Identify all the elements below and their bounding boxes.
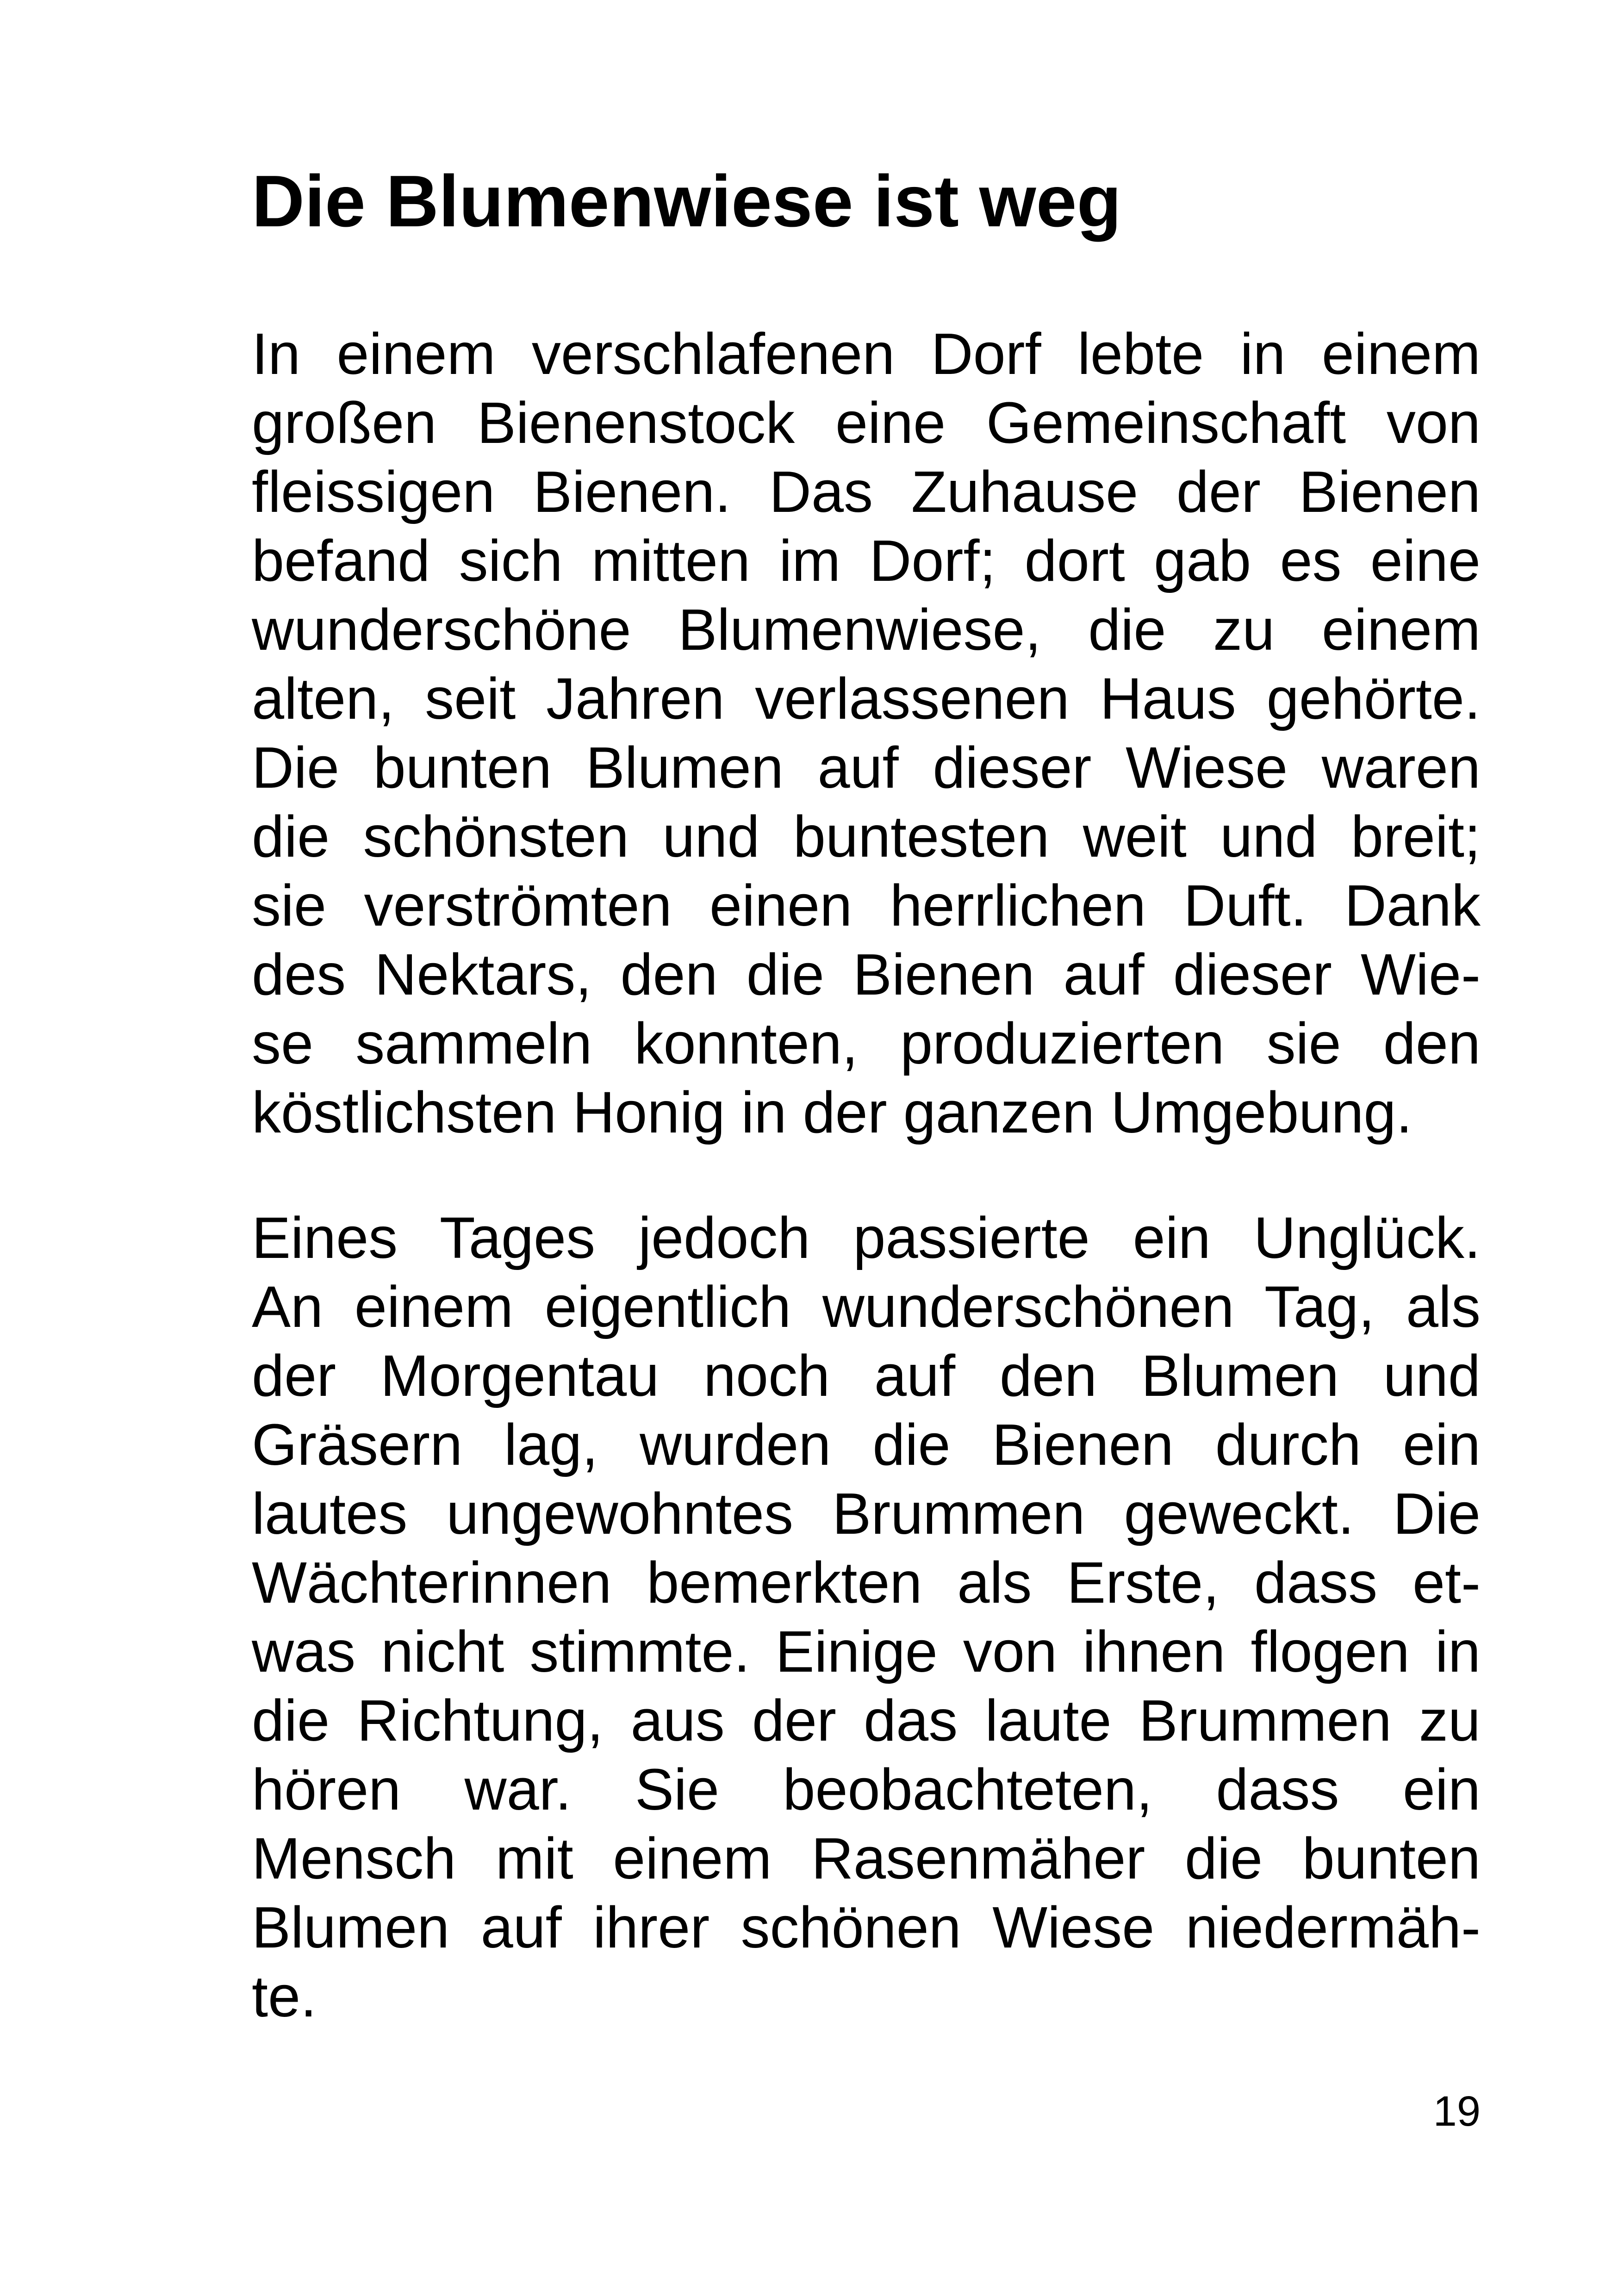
text-line: se sammeln konnten, produzierten sie den [252, 1011, 1481, 1076]
text-line: Wächterinnen bemerkten als Erste, dass et- [252, 1550, 1481, 1615]
text-line: was nicht stimmte. Einige von ihnen flogen in [252, 1619, 1481, 1684]
paragraph [252, 319, 1481, 1147]
text-line: die schönsten und buntesten weit und breit; [252, 804, 1481, 869]
text-line: sie verströmten einen herrlichen Duft. Dank [252, 873, 1481, 938]
paragraph [252, 1203, 1481, 2031]
text-line: fleissigen Bienen. Das Zuhause der Bienen [252, 459, 1481, 524]
text-line: Blumen auf ihrer schönen Wiese niedermäh- [252, 1895, 1481, 1960]
text-line: des Nektars, den die Bienen auf dieser Wie- [252, 942, 1481, 1007]
text-line: die Richtung, aus der das laute Brummen zu [252, 1688, 1481, 1753]
text-line: lautes ungewohntes Brummen geweckt. Die [252, 1481, 1481, 1546]
text-line: Mensch mit einem Rasenmäher die bunten [252, 1826, 1481, 1891]
text-line: wunderschöne Blumenwiese, die zu einem [252, 597, 1481, 662]
page-number: 19 [1433, 2088, 1481, 2135]
text-line: Eines Tages jedoch passierte ein Unglück. [252, 1205, 1481, 1270]
text-line: hören war. Sie beobachteten, dass ein [252, 1757, 1481, 1822]
text-line: te. [252, 1964, 317, 2029]
text-line: köstlichsten Honig in der ganzen Umgebung. [252, 1080, 1413, 1145]
text-line: Die bunten Blumen auf dieser Wiese waren [252, 735, 1481, 800]
text-line: An einem eigentlich wunderschönen Tag, als [252, 1274, 1481, 1339]
text-line: großen Bienenstock eine Gemeinschaft von [252, 390, 1481, 455]
text-line: In einem verschlafenen Dorf lebte in einem [252, 321, 1481, 386]
text-line: Gräsern lag, wurden die Bienen durch ein [252, 1412, 1481, 1477]
text-line: der Morgentau noch auf den Blumen und [252, 1343, 1481, 1408]
text-line: alten, seit Jahren verlassenen Haus gehörte. [252, 666, 1481, 731]
text-line: befand sich mitten im Dorf; dort gab es eine [252, 528, 1481, 593]
page-title: Die Blumenwiese ist weg [252, 161, 1122, 242]
